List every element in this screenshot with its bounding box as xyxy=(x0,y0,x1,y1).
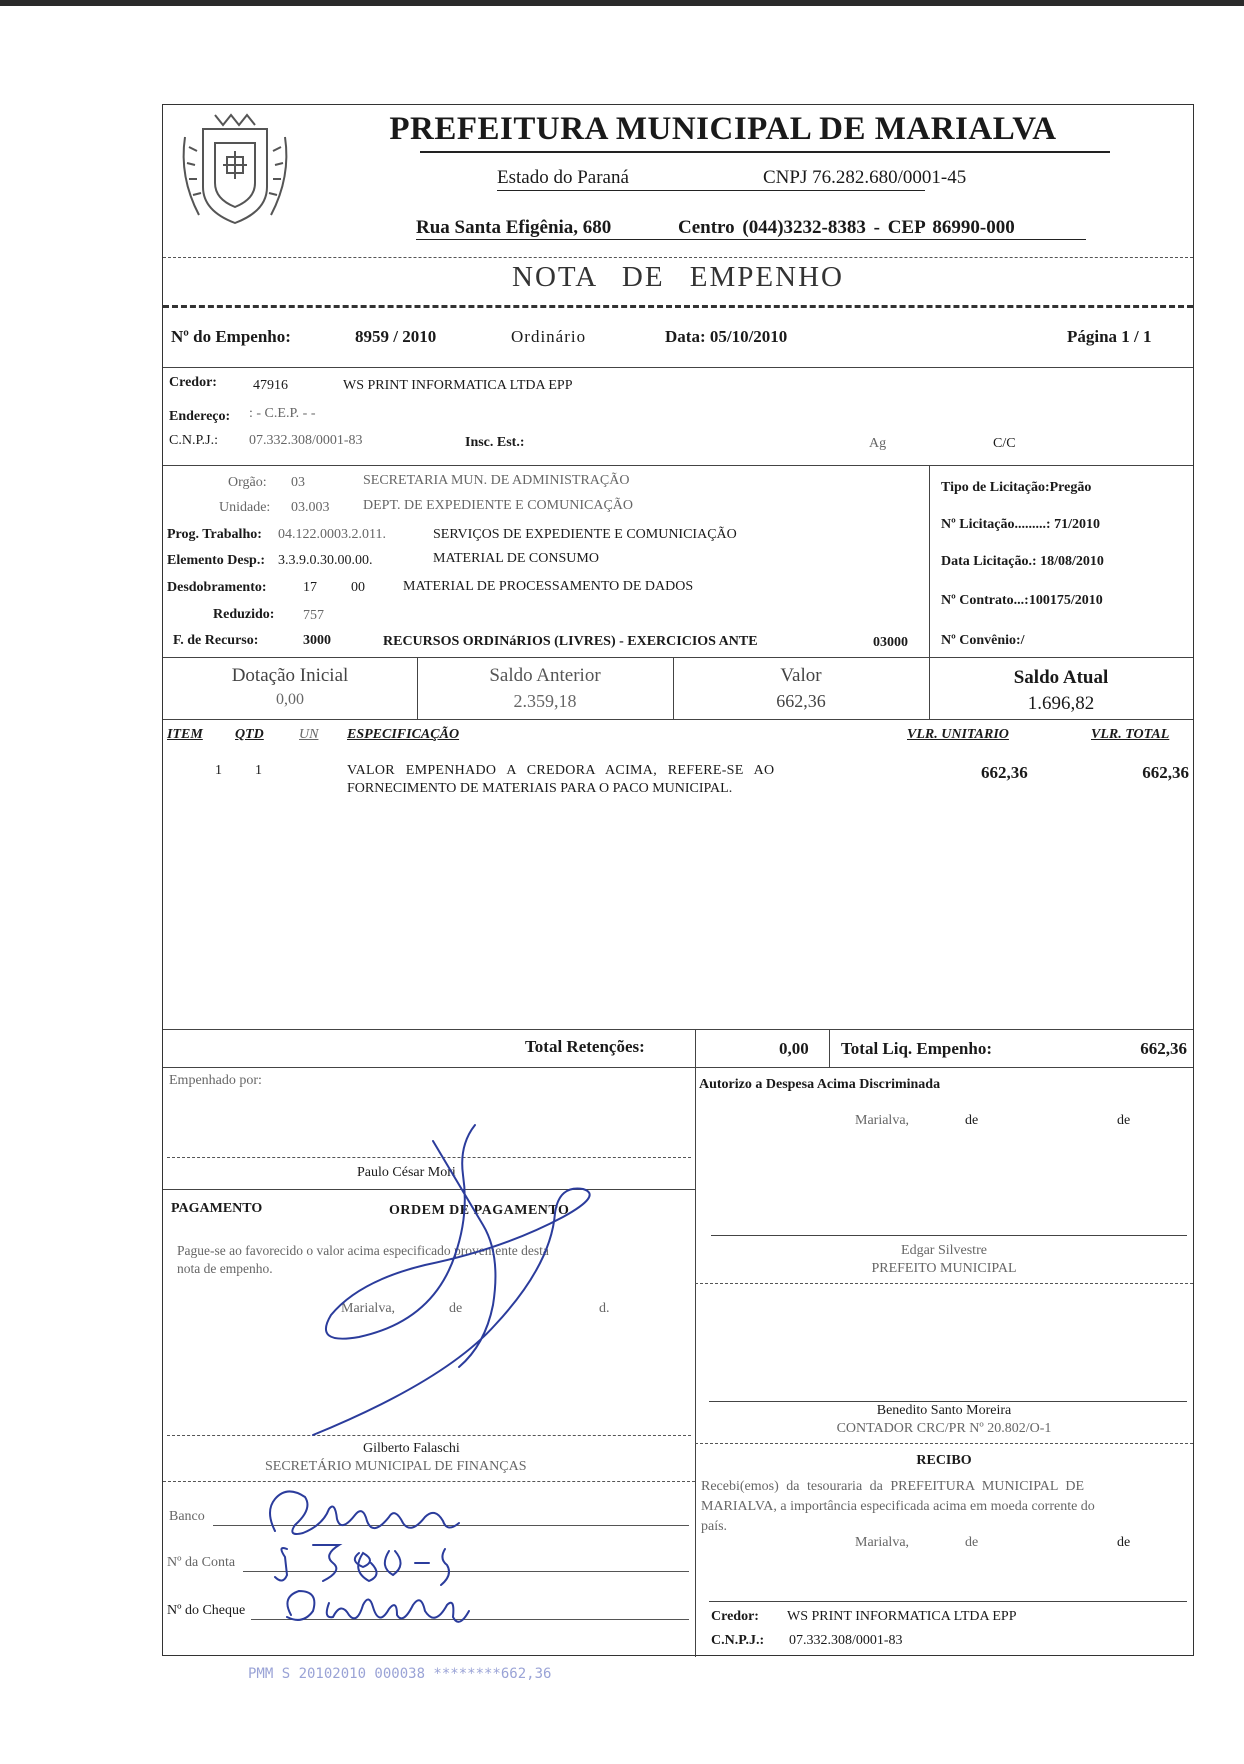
totais-divider-1 xyxy=(695,1029,696,1067)
banco-field-line xyxy=(213,1525,689,1526)
elemento-value: 3.3.9.0.30.00.00. xyxy=(278,553,373,568)
item-qtd: 1 xyxy=(255,763,262,778)
banco-handwriting-stroke xyxy=(270,1491,459,1534)
desdobramento-value-1: 17 xyxy=(303,580,317,595)
totais-top-divider xyxy=(163,1029,1193,1030)
recibo-credor-value: WS PRINT INFORMATICA LTDA EPP xyxy=(787,1609,1017,1624)
unidade-label: Unidade: xyxy=(219,500,271,515)
recibo-signature-line xyxy=(709,1601,1187,1602)
items-top-divider xyxy=(163,719,1193,720)
contador-name: Benedito Santo Moreira xyxy=(876,1403,1012,1418)
pagamento-text-line-1: Pague-se ao favorecido o valor acima especificado proveniente desta xyxy=(177,1243,549,1258)
credor-top-divider xyxy=(163,367,1193,368)
address-label: Rua Santa Efigênia, 680 xyxy=(416,217,612,238)
conta-label: Nº da Conta xyxy=(167,1555,236,1570)
cc-label: C/C xyxy=(993,436,1016,451)
item-vlr-unitario: 662,36 xyxy=(981,763,1028,782)
recibo-de-2: de xyxy=(1117,1535,1131,1550)
reduzido-value: 757 xyxy=(303,608,324,623)
municipal-coat-of-arms-icon xyxy=(175,107,295,237)
reduzido-label: Reduzido: xyxy=(213,607,275,622)
empenhado-signature-line xyxy=(167,1157,691,1158)
state-label: Estado do Paraná xyxy=(497,167,629,188)
items-header-especificacao: ESPECIFICAÇÃO xyxy=(347,727,460,742)
numero-contrato: Nº Contrato...:100175/2010 xyxy=(941,593,1103,608)
secretario-name: Gilberto Falaschi xyxy=(363,1441,460,1456)
pagamento-label: PAGAMENTO xyxy=(171,1201,263,1216)
scan-top-border xyxy=(0,0,1244,6)
header-divider xyxy=(163,257,1193,258)
prog-trabalho-desc: SERVIÇOS DE EXPEDIENTE E COMUNICIAÇÃO xyxy=(433,527,737,542)
orcamento-top-divider xyxy=(163,465,1193,466)
unidade-desc: DEPT. DE EXPEDIENTE E COMUNICAÇÃO xyxy=(363,498,633,513)
desdobramento-value-2: 00 xyxy=(351,580,365,595)
bottom-center-divider xyxy=(695,1067,696,1657)
conta-handwriting-stroke xyxy=(275,1545,449,1585)
total-liq-value: 662,36 xyxy=(1140,1039,1187,1058)
recurso-value: 3000 xyxy=(303,633,331,648)
orgao-value: 03 xyxy=(291,475,305,490)
address-underline xyxy=(416,239,1086,240)
pagamento-marialva: Marialva, xyxy=(341,1301,396,1316)
pagamento-top-divider xyxy=(163,1189,695,1190)
items-header-qtd: QTD xyxy=(235,727,264,742)
dotacao-inicial-label: Dotação Inicial xyxy=(231,665,349,686)
desdobramento-desc: MATERIAL DE PROCESSAMENTO DE DADOS xyxy=(403,579,694,594)
autorizo-marialva: Marialva, xyxy=(855,1113,910,1128)
pagamento-d: d. xyxy=(599,1301,610,1316)
banco-top-divider xyxy=(163,1481,695,1482)
recurso-code: 03000 xyxy=(873,635,908,650)
empenho-number-value: 8959 / 2010 xyxy=(355,327,437,346)
secretario-title: SECRETÁRIO MUNICIPAL DE FINANÇAS xyxy=(265,1459,527,1474)
pagamento-text-line-2: nota de empenho. xyxy=(177,1261,273,1276)
recibo-text-line-3: país. xyxy=(701,1519,728,1534)
empenho-number-label: Nº do Empenho: xyxy=(171,327,291,346)
title-divider xyxy=(163,305,1193,308)
prefeito-title: PREFEITO MUNICIPAL xyxy=(871,1261,1017,1276)
recurso-label: F. de Recurso: xyxy=(173,633,259,648)
saldo-atual-label: Saldo Atual xyxy=(1013,667,1109,688)
saldo-anterior-label: Saldo Anterior xyxy=(489,665,601,686)
nota-de-empenho-document xyxy=(162,104,1194,1656)
recibo-title: RECIBO xyxy=(916,1453,972,1468)
item-number: 1 xyxy=(215,763,222,778)
valor-label: Valor xyxy=(780,665,822,686)
empenhado-por-label: Empenhado por: xyxy=(169,1073,262,1088)
assinaturas-top-divider xyxy=(163,1067,1193,1068)
cnpj-credor-label: C.N.P.J.: xyxy=(169,433,219,448)
tipo-licitacao: Tipo de Licitação:Pregão xyxy=(941,480,1092,495)
autorizo-de-1: de xyxy=(965,1113,979,1128)
secretario-signature-line xyxy=(167,1435,691,1436)
total-retencoes-label: Total Retenções: xyxy=(525,1037,645,1056)
banco-label: Banco xyxy=(169,1509,205,1524)
total-retencoes-value: 0,00 xyxy=(779,1039,809,1058)
ordem-pagamento-label: ORDEM DE PAGAMENTO xyxy=(389,1203,570,1218)
contador-title: CONTADOR CRC/PR Nº 20.802/O-1 xyxy=(836,1421,1052,1436)
saldos-top-divider xyxy=(163,657,1193,658)
recibo-text-line-2: MARIALVA, a importância especificada acima em moeda corrente do xyxy=(701,1499,1095,1514)
page-indicator: Página 1 / 1 xyxy=(1067,327,1152,346)
empenho-type: Ordinário xyxy=(511,327,587,346)
document-title: NOTA DE EMPENHO xyxy=(512,261,844,293)
cheque-handwriting-stroke xyxy=(287,1591,469,1622)
conta-field-line xyxy=(243,1571,689,1572)
saldo-atual-value: 1.696,82 xyxy=(1027,693,1095,714)
items-header-un: UN xyxy=(299,727,319,742)
endereco-label: Endereço: xyxy=(169,409,231,424)
recibo-cnpj-label: C.N.P.J.: xyxy=(711,1633,765,1648)
dotacao-inicial-value: 0,00 xyxy=(276,691,304,708)
recibo-de-1: de xyxy=(965,1535,979,1550)
footer-stamp: PMM S 20102010 000038 ********662,36 xyxy=(248,1666,552,1682)
cnpj-credor-value: 07.332.308/0001-83 xyxy=(249,433,363,448)
licitacao-divider xyxy=(929,465,930,657)
endereco-value: : - C.E.P. - - xyxy=(249,406,316,421)
insc-est-label: Insc. Est.: xyxy=(465,435,525,450)
saldo-anterior-value: 2.359,18 xyxy=(513,691,577,711)
credor-name: WS PRINT INFORMATICA LTDA EPP xyxy=(343,378,573,393)
cheque-label: Nº do Cheque xyxy=(167,1603,246,1618)
cheque-field-line xyxy=(251,1619,689,1620)
contador-top-divider xyxy=(695,1283,1193,1284)
title-underline xyxy=(420,151,1110,153)
orgao-label: Orgão: xyxy=(228,475,267,490)
contador-signature-line xyxy=(709,1401,1187,1402)
empenho-date: Data: 05/10/2010 xyxy=(665,327,788,346)
pagamento-de: de xyxy=(449,1301,463,1316)
unidade-value: 03.003 xyxy=(291,500,330,515)
recibo-text-line-1: Recebi(emos) da tesouraria da PREFEITURA MUNICIPAL DE xyxy=(701,1479,1085,1494)
total-liq-label: Total Liq. Empenho: xyxy=(841,1039,992,1058)
prog-trabalho-label: Prog. Trabalho: xyxy=(167,527,262,542)
contact-label: Centro (044)3232-8383 - CEP 86990-000 xyxy=(678,217,1015,238)
item-desc-line-2: FORNECIMENTO DE MATERIAIS PARA O PACO MUNICIPAL. xyxy=(347,781,733,796)
autorizo-label: Autorizo a Despesa Acima Discriminada xyxy=(699,1077,941,1092)
item-vlr-total: 662,36 xyxy=(1142,763,1189,782)
numero-convenio: Nº Convênio:/ xyxy=(941,633,1025,648)
prefeito-signature-line xyxy=(711,1235,1187,1236)
state-underline xyxy=(497,190,925,191)
empenhado-name: Paulo César Mori xyxy=(357,1165,456,1180)
recurso-desc: RECURSOS ORDINáRIOS (LIVRES) - EXERCICIOS ANTE xyxy=(383,634,758,649)
recibo-marialva: Marialva, xyxy=(855,1535,910,1550)
cnpj-label: CNPJ 76.282.680/0001-45 xyxy=(763,167,967,188)
totais-divider-2 xyxy=(829,1029,830,1067)
elemento-desc: MATERIAL DE CONSUMO xyxy=(433,551,599,566)
items-header-vlr-total: VLR. TOTAL xyxy=(1091,727,1170,742)
recibo-top-divider xyxy=(695,1443,1193,1444)
recibo-credor-label: Credor: xyxy=(711,1609,759,1624)
recibo-cnpj-value: 07.332.308/0001-83 xyxy=(789,1633,903,1648)
credor-code: 47916 xyxy=(253,378,288,393)
prefeitura-title: PREFEITURA MUNICIPAL DE MARIALVA xyxy=(389,111,1057,147)
item-desc-line-1: VALOR EMPENHADO A CREDORA ACIMA, REFERE-SE AO xyxy=(347,763,775,778)
elemento-label: Elemento Desp.: xyxy=(167,553,265,568)
prefeito-name: Edgar Silvestre xyxy=(901,1243,987,1258)
items-header-item: ITEM xyxy=(167,727,203,742)
data-licitacao: Data Licitação.: 18/08/2010 xyxy=(941,554,1104,569)
ag-label: Ag xyxy=(869,436,887,451)
valor-value: 662,36 xyxy=(776,691,826,711)
items-header-vlr-unitario: VLR. UNITARIO xyxy=(907,727,1009,742)
credor-label: Credor: xyxy=(169,375,217,390)
desdobramento-label: Desdobramento: xyxy=(167,580,267,595)
numero-licitacao: Nº Licitação.........: 71/2010 xyxy=(941,517,1100,532)
orgao-desc: SECRETARIA MUN. DE ADMINISTRAÇÃO xyxy=(363,473,630,488)
autorizo-de-2: de xyxy=(1117,1113,1131,1128)
prog-trabalho-value: 04.122.0003.2.011. xyxy=(278,527,386,542)
